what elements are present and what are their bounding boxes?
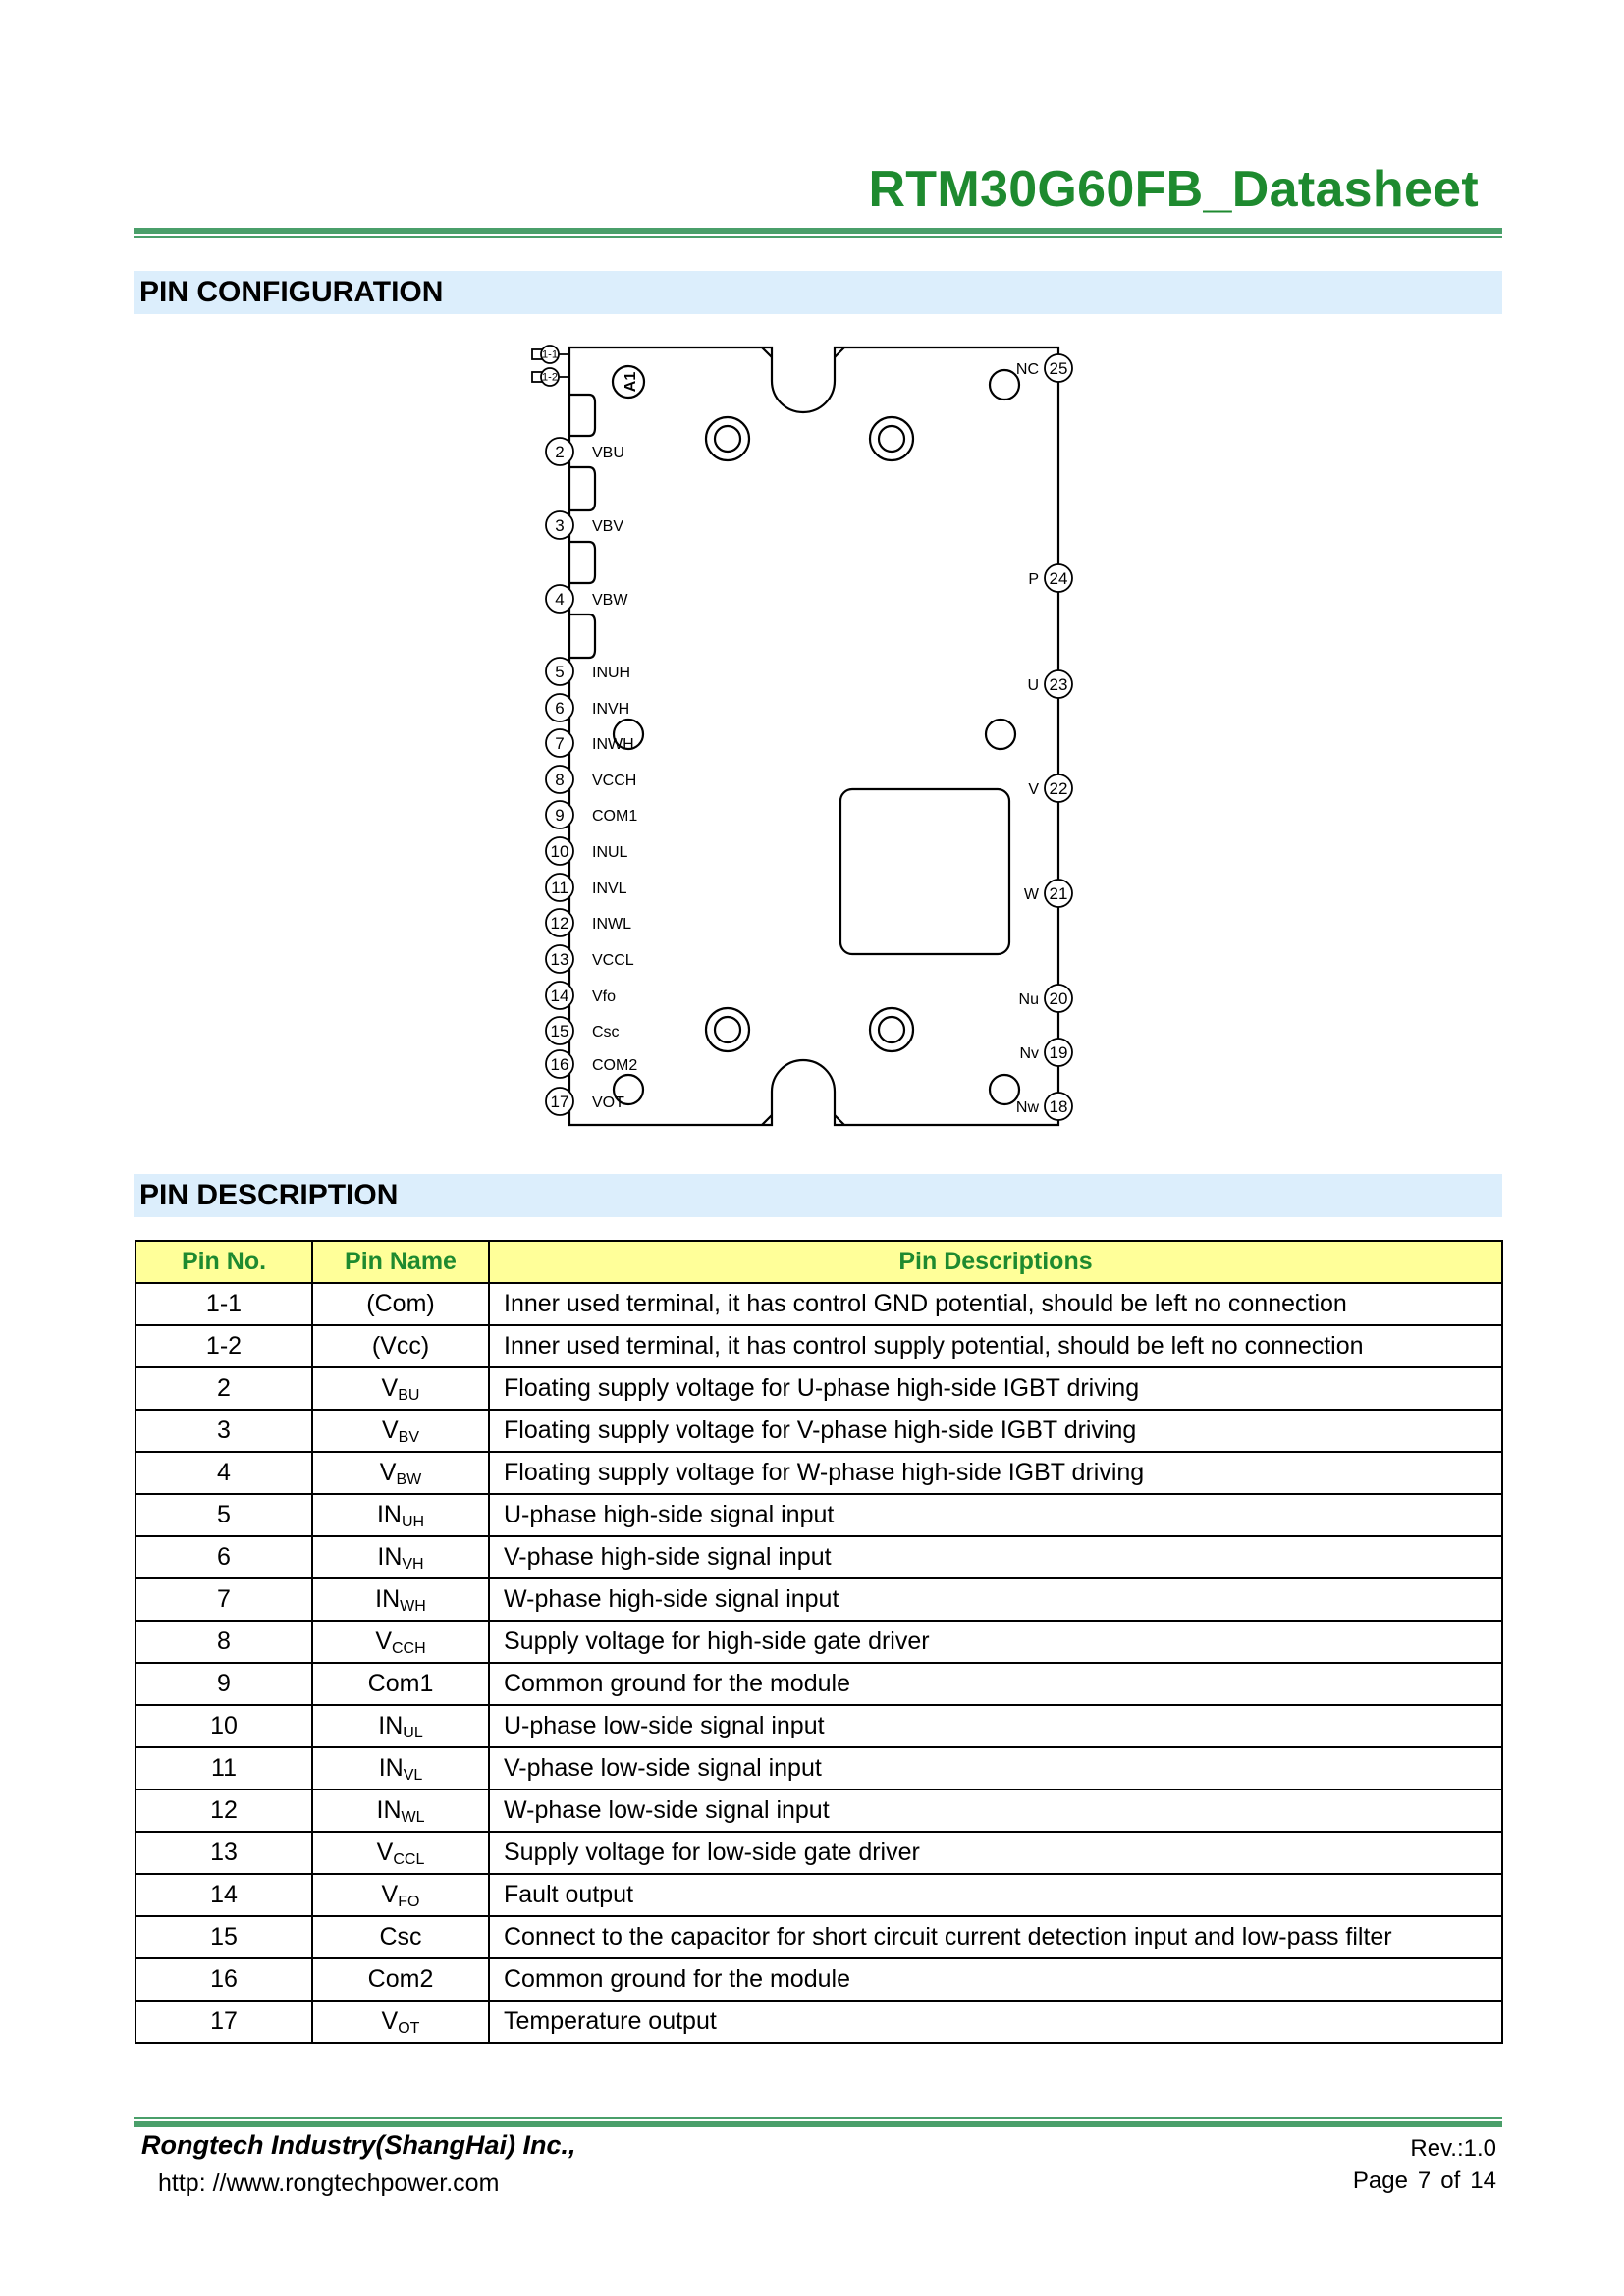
pin-description-cell: Common ground for the module bbox=[489, 1663, 1502, 1705]
pin-description-cell: Inner used terminal, it has control supply potential, should be left no connection bbox=[489, 1325, 1502, 1367]
pin-description-cell: Floating supply voltage for W-phase high-side IGBT driving bbox=[489, 1452, 1502, 1494]
right-pin-19 bbox=[1019, 1039, 1072, 1066]
pin-number-label: 25 bbox=[1049, 359, 1068, 378]
header-pin-no: Pin No. bbox=[135, 1241, 312, 1283]
pin-name-subscript: BV bbox=[398, 1429, 420, 1446]
pin-signal-label: U bbox=[1027, 677, 1039, 694]
pin-name-cell bbox=[312, 1958, 489, 2001]
page-word: Page bbox=[1352, 2167, 1408, 2194]
pin-signal-label: Nv bbox=[1019, 1045, 1039, 1062]
pin-number-cell: 11 bbox=[135, 1747, 312, 1789]
pin-name-cell bbox=[312, 1578, 489, 1621]
pin-description-cell: Common ground for the module bbox=[489, 1958, 1502, 2001]
pin-name-subscript: UL bbox=[403, 1725, 423, 1741]
header-pin-name: Pin Name bbox=[312, 1241, 489, 1283]
pin-description-cell: W-phase high-side signal input bbox=[489, 1578, 1502, 1621]
page-of-word: of bbox=[1440, 2167, 1461, 2194]
pin-number-label: 9 bbox=[555, 806, 565, 825]
pin-name-text: V bbox=[381, 1416, 399, 1444]
pin-name-cell bbox=[312, 1494, 489, 1536]
a1-orientation-label: A1 bbox=[623, 371, 639, 393]
section-heading-pin-configuration: PIN CONFIGURATION bbox=[134, 271, 1502, 314]
pin-name-cell bbox=[312, 1367, 489, 1410]
pin-number-label: 8 bbox=[555, 771, 565, 789]
pin-description-cell: U-phase high-side signal input bbox=[489, 1494, 1502, 1536]
table-row bbox=[135, 1874, 1502, 1916]
pin-name-text: V bbox=[381, 1374, 399, 1402]
pin-name-subscript: VH bbox=[402, 1556, 424, 1573]
pin-name-cell bbox=[312, 1747, 489, 1789]
pin-number-label: 14 bbox=[550, 987, 569, 1005]
document-title: RTM30G60FB_Datasheet bbox=[868, 161, 1479, 218]
table-row bbox=[135, 1663, 1502, 1705]
page-total: 14 bbox=[1470, 2167, 1496, 2194]
pin-name-subscript: WL bbox=[401, 1809, 425, 1826]
left-pin-7 bbox=[546, 729, 634, 757]
section-heading-pin-description: PIN DESCRIPTION bbox=[134, 1174, 1502, 1217]
pin-number-label: 13 bbox=[550, 950, 569, 969]
right-pin-21 bbox=[1024, 880, 1072, 907]
pin-signal-label: W bbox=[1023, 886, 1039, 903]
left-pin-1-2 bbox=[532, 368, 569, 386]
pin-name-cell bbox=[312, 1621, 489, 1663]
pin-configuration-diagram bbox=[530, 334, 1080, 1139]
pin-name-subscript: WH bbox=[400, 1598, 426, 1615]
pin-number-cell: 1-2 bbox=[135, 1325, 312, 1367]
package-edge-detail bbox=[762, 347, 844, 1125]
pin-description-cell: Supply voltage for high-side gate driver bbox=[489, 1621, 1502, 1663]
table-row bbox=[135, 1283, 1502, 1325]
right-pin-25 bbox=[1016, 354, 1072, 382]
pin-name-text: V bbox=[376, 1839, 394, 1866]
pin-signal-label: Vfo bbox=[592, 988, 617, 1005]
table-row bbox=[135, 1494, 1502, 1536]
table-row bbox=[135, 1536, 1502, 1578]
pin-signal-label: VOT bbox=[592, 1095, 624, 1111]
pin-name-cell bbox=[312, 1916, 489, 1958]
left-pin-13 bbox=[546, 945, 634, 973]
mounting-holes bbox=[706, 417, 913, 1051]
pin-description-cell: U-phase low-side signal input bbox=[489, 1705, 1502, 1747]
table-row bbox=[135, 1367, 1502, 1410]
pin-description-cell: Floating supply voltage for V-phase high-side IGBT driving bbox=[489, 1410, 1502, 1452]
pin-number-label: 1-2 bbox=[542, 371, 558, 384]
pin-number-cell: 8 bbox=[135, 1621, 312, 1663]
pin-name-cell bbox=[312, 1874, 489, 1916]
pin-signal-label: INVL bbox=[592, 881, 627, 897]
pin-description-cell: Temperature output bbox=[489, 2001, 1502, 2043]
pin-number-label: 1-1 bbox=[542, 348, 558, 361]
pin-name-cell bbox=[312, 1283, 489, 1325]
left-pin-3 bbox=[546, 511, 623, 539]
pin-number-label: 2 bbox=[555, 443, 565, 461]
pin-name-text: Com2 bbox=[367, 1965, 434, 1993]
pin-signal-label: Nw bbox=[1015, 1099, 1039, 1116]
right-pin-23 bbox=[1027, 670, 1072, 698]
pin-number-label: 22 bbox=[1049, 779, 1068, 798]
pin-signal-label: VBU bbox=[592, 445, 624, 461]
table-row bbox=[135, 1621, 1502, 1663]
left-pin-16 bbox=[546, 1050, 637, 1078]
pin-signal-label: VCCH bbox=[592, 773, 637, 789]
pin-number-cell: 17 bbox=[135, 2001, 312, 2043]
pin-name-subscript: CCH bbox=[392, 1640, 426, 1657]
pin-number-label: 17 bbox=[550, 1093, 569, 1111]
left-pin-10 bbox=[546, 837, 628, 865]
pin-name-text: IN bbox=[376, 1501, 402, 1528]
pin-name-cell bbox=[312, 1452, 489, 1494]
pin-number-label: 12 bbox=[550, 914, 569, 933]
header-pin-descriptions: Pin Descriptions bbox=[489, 1241, 1502, 1283]
left-pin-14 bbox=[546, 982, 616, 1009]
pin-number-label: 16 bbox=[550, 1055, 569, 1074]
left-pin-2 bbox=[546, 438, 624, 465]
pin-name-cell bbox=[312, 2001, 489, 2043]
footer-page-number bbox=[1353, 2167, 1496, 2195]
left-pin-5 bbox=[546, 658, 630, 685]
pin-signal-label: COM1 bbox=[592, 808, 638, 825]
pin-description-cell: Floating supply voltage for U-phase high-side IGBT driving bbox=[489, 1367, 1502, 1410]
pin-signal-label: INVH bbox=[592, 701, 630, 718]
pin-name-text: IN bbox=[378, 1754, 404, 1782]
pin-number-cell: 16 bbox=[135, 1958, 312, 2001]
table-header-row bbox=[135, 1241, 1502, 1283]
table-row bbox=[135, 1452, 1502, 1494]
right-pin-18 bbox=[1016, 1093, 1072, 1120]
pin-number-cell: 10 bbox=[135, 1705, 312, 1747]
pin-number-label: 20 bbox=[1049, 989, 1068, 1008]
pin-description-table bbox=[135, 1240, 1503, 2044]
table-row bbox=[135, 1958, 1502, 2001]
table-row bbox=[135, 1789, 1502, 1832]
pin-number-cell: 1-1 bbox=[135, 1283, 312, 1325]
pin-name-cell bbox=[312, 1536, 489, 1578]
pin-signal-label: P bbox=[1028, 571, 1039, 588]
pin-description-cell: V-phase high-side signal input bbox=[489, 1536, 1502, 1578]
pin-number-label: 23 bbox=[1049, 675, 1068, 694]
pin-description-cell: Connect to the capacitor for short circuit current detection input and low-pass filter bbox=[489, 1916, 1502, 1958]
pin-name-cell bbox=[312, 1410, 489, 1452]
table-row bbox=[135, 1832, 1502, 1874]
pin-number-cell: 4 bbox=[135, 1452, 312, 1494]
pin-name-text: (Vcc) bbox=[371, 1332, 430, 1360]
pin-number-label: 19 bbox=[1049, 1043, 1068, 1062]
pin-signal-label: INUL bbox=[592, 844, 628, 861]
pin-description-cell: Inner used terminal, it has control GND potential, should be left no connection bbox=[489, 1283, 1502, 1325]
pin-signal-label: VBW bbox=[592, 592, 628, 609]
pin-number-label: 21 bbox=[1049, 884, 1068, 903]
pin-name-subscript: UH bbox=[401, 1514, 425, 1530]
pin-signal-label: Nu bbox=[1018, 991, 1039, 1008]
pin-name-text: (Com) bbox=[366, 1290, 435, 1317]
pin-number-cell: 13 bbox=[135, 1832, 312, 1874]
pin-signal-label: Csc bbox=[592, 1024, 620, 1041]
header-rule bbox=[134, 228, 1502, 238]
pin-signal-label: INWL bbox=[592, 916, 631, 933]
page-current: 7 bbox=[1417, 2167, 1432, 2194]
pin-name-subscript: FO bbox=[398, 1894, 420, 1910]
pin-number-label: 5 bbox=[555, 663, 565, 681]
pin-number-cell: 3 bbox=[135, 1410, 312, 1452]
pin-number-cell: 12 bbox=[135, 1789, 312, 1832]
pin-name-cell bbox=[312, 1325, 489, 1367]
pin-number-label: 11 bbox=[551, 879, 568, 897]
pin-signal-label: VCCL bbox=[592, 952, 634, 969]
pin-number-label: 24 bbox=[1049, 569, 1068, 588]
pin-name-cell bbox=[312, 1705, 489, 1747]
footer-revision: Rev.:1.0 bbox=[1410, 2135, 1496, 2162]
left-pin-6 bbox=[546, 694, 629, 721]
pin-name-subscript: BU bbox=[398, 1387, 420, 1404]
pin-number-label: 7 bbox=[555, 734, 565, 753]
table-row bbox=[135, 1325, 1502, 1367]
pin-signal-label: COM2 bbox=[592, 1057, 638, 1074]
pin-number-cell: 9 bbox=[135, 1663, 312, 1705]
table-row bbox=[135, 1410, 1502, 1452]
pin-name-subscript: BW bbox=[396, 1471, 422, 1488]
pin-name-text: IN bbox=[376, 1796, 402, 1824]
pin-number-cell: 14 bbox=[135, 1874, 312, 1916]
pin-name-text: V bbox=[375, 1628, 392, 1655]
left-pin-4 bbox=[546, 585, 628, 613]
pin-description-cell: V-phase low-side signal input bbox=[489, 1747, 1502, 1789]
pin-name-cell bbox=[312, 1789, 489, 1832]
pin-name-text: Csc bbox=[379, 1923, 422, 1950]
right-pin-20 bbox=[1019, 985, 1072, 1012]
right-pin-24 bbox=[1028, 564, 1072, 592]
pin-name-subscript: VL bbox=[403, 1767, 423, 1784]
pin-description-cell: Fault output bbox=[489, 1874, 1502, 1916]
left-pin-15 bbox=[546, 1017, 620, 1044]
pin-number-label: 6 bbox=[555, 699, 565, 718]
pin-signal-label: NC bbox=[1015, 361, 1039, 378]
footer-rule bbox=[134, 2117, 1502, 2127]
pin-signal-label: INWH bbox=[592, 736, 634, 753]
pin-name-text: IN bbox=[377, 1543, 403, 1571]
table-row bbox=[135, 1705, 1502, 1747]
pin-signal-label: INUH bbox=[592, 665, 631, 681]
table-row bbox=[135, 1916, 1502, 1958]
footer-url: http: //www.rongtechpower.com bbox=[158, 2169, 500, 2197]
pin-number-cell: 2 bbox=[135, 1367, 312, 1410]
left-pin-12 bbox=[546, 909, 631, 936]
thermal-pad bbox=[840, 789, 1009, 954]
left-pin-8 bbox=[546, 766, 636, 793]
pin-name-text: V bbox=[381, 2007, 399, 2035]
table-row bbox=[135, 1747, 1502, 1789]
pin-number-label: 3 bbox=[555, 516, 565, 535]
left-pin-1-1 bbox=[532, 346, 569, 363]
pin-number-label: 18 bbox=[1049, 1097, 1068, 1116]
pin-number-label: 4 bbox=[555, 590, 565, 609]
pin-signal-label: VBV bbox=[592, 518, 624, 535]
pin-number-label: 15 bbox=[550, 1022, 569, 1041]
table-row bbox=[135, 2001, 1502, 2043]
pin-signal-label: V bbox=[1028, 781, 1039, 798]
pin-number-cell: 15 bbox=[135, 1916, 312, 1958]
left-pin-9 bbox=[546, 801, 637, 828]
pin-name-text: Com1 bbox=[367, 1670, 434, 1697]
pin-name-subscript: OT bbox=[398, 2020, 420, 2037]
alignment-pins bbox=[614, 370, 1019, 1104]
left-pin-11 bbox=[546, 874, 627, 901]
pin-name-subscript: CCL bbox=[393, 1851, 425, 1868]
table-row bbox=[135, 1578, 1502, 1621]
pin-name-cell bbox=[312, 1663, 489, 1705]
footer-company: Rongtech Industry(ShangHai) Inc., bbox=[141, 2130, 576, 2160]
pin-number-cell: 7 bbox=[135, 1578, 312, 1621]
pin-name-text: IN bbox=[378, 1712, 404, 1739]
pin-description-cell: Supply voltage for low-side gate driver bbox=[489, 1832, 1502, 1874]
pin-name-text: IN bbox=[375, 1585, 401, 1613]
pin-name-text: V bbox=[381, 1881, 399, 1908]
pin-description-cell: W-phase low-side signal input bbox=[489, 1789, 1502, 1832]
right-pin-22 bbox=[1028, 774, 1072, 802]
pin-name-text: V bbox=[379, 1459, 397, 1486]
pin-number-label: 10 bbox=[550, 842, 569, 861]
pin-name-cell bbox=[312, 1832, 489, 1874]
pin-number-cell: 6 bbox=[135, 1536, 312, 1578]
pin-number-cell: 5 bbox=[135, 1494, 312, 1536]
